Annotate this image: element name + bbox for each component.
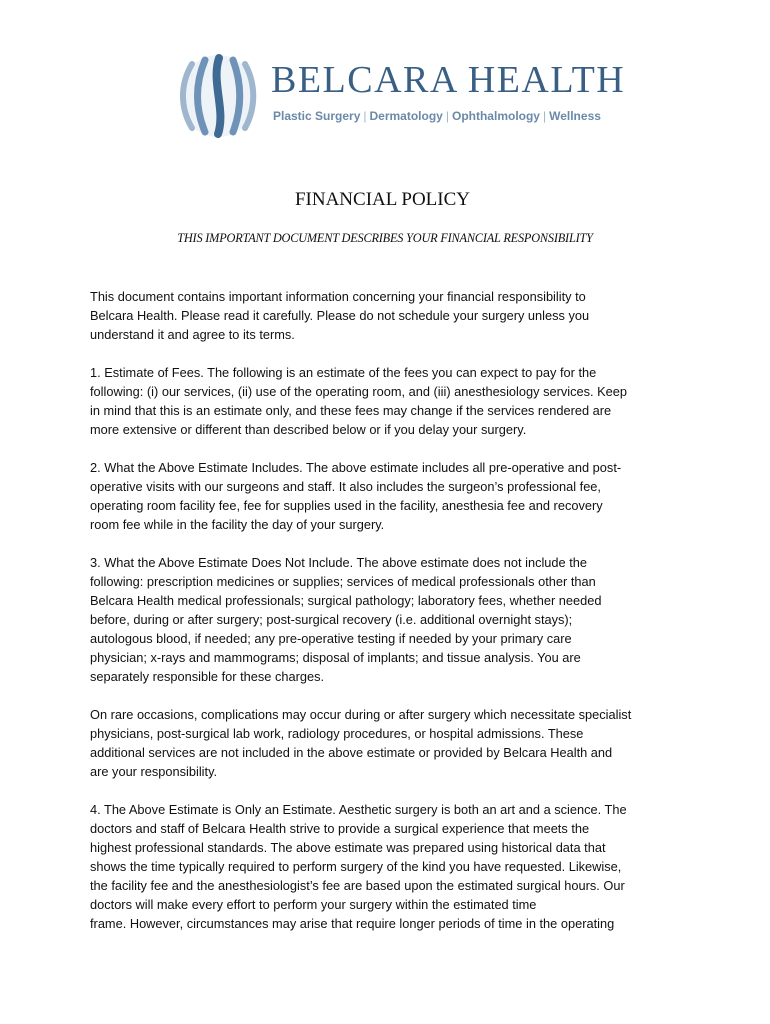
text-line: operating room facility fee, fee for supplies used in the facility, anesthesia fee and recovery <box>90 498 603 513</box>
text-line: physicians, post-surgical lab work, radiology procedures, or hospital admissions. These <box>90 726 584 741</box>
brand-tagline: Plastic Surgery | Dermatology | Ophthalmology | Wellness <box>273 109 601 123</box>
text-line: Belcara Health. Please read it carefully. Please do not schedule your surgery unless you <box>90 308 590 323</box>
text-line: physician; x-rays and mammograms; disposal of implants; and tissue analysis. You are <box>90 650 581 665</box>
text-line: doctors and staff of Belcara Health strive to provide a surgical experience that meets the <box>90 821 590 836</box>
text-line: following: (i) our services, (ii) use of the operating room, and (iii) anesthesiology services. Keep <box>90 384 628 399</box>
text-line: autologous blood, if needed; any pre-operative testing if needed by your primary care <box>90 631 572 646</box>
text-line: doctors will make every effort to perform your surgery within the estimated time <box>90 897 537 912</box>
text-line: more extensive or different than described below or if you delay your surgery. <box>90 422 527 437</box>
estimate-excludes-paragraph <box>90 553 690 686</box>
estimate-only-paragraph <box>90 800 690 933</box>
text-line: This document contains important information concerning your financial responsibility to <box>90 289 586 304</box>
belcara-health-logo <box>178 54 626 138</box>
document-title: FINANCIAL POLICY <box>294 189 471 210</box>
text-line: before, during or after surgery; post-surgical recovery (i.e. additional overnight stays); <box>90 612 573 627</box>
document-body <box>90 287 690 952</box>
text-line: On rare occasions, complications may occur during or after surgery which necessitate specialist <box>90 707 632 722</box>
tagline-item: Plastic Surgery <box>273 109 361 123</box>
text-line: 3. What the Above Estimate Does Not Include. The above estimate does not include the <box>90 555 588 570</box>
text-line: 1. Estimate of Fees. The following is an estimate of the fees you can expect to pay for the <box>90 365 597 380</box>
tagline-item: Dermatology <box>369 109 443 123</box>
text-line: are your responsibility. <box>90 764 218 779</box>
text-line: separately responsible for these charges. <box>90 669 325 684</box>
text-line: in mind that this is an estimate only, and these fees may change if the services rendered are <box>90 403 612 418</box>
text-line: frame. However, circumstances may arise that require longer periods of time in the operating <box>90 916 615 931</box>
estimate-includes-paragraph <box>90 458 690 534</box>
text-line: additional services are not included in the above estimate or provided by Belcara Health and <box>90 745 613 760</box>
complications-paragraph <box>90 705 690 781</box>
estimate-of-fees-paragraph <box>90 363 690 439</box>
text-line: room fee while in the facility the day of your surgery. <box>90 517 385 532</box>
text-line: understand it and agree to its terms. <box>90 327 295 342</box>
text-line: highest professional standards. The above estimate was prepared using historical data that <box>90 840 606 855</box>
document-subtitle: THIS IMPORTANT DOCUMENT DESCRIBES YOUR FINANCIAL RESPONSIBILITY <box>177 231 593 245</box>
text-line: Belcara Health medical professionals; surgical pathology; laboratory fees, whether needed <box>90 593 602 608</box>
belcara-logo-icon <box>178 54 258 138</box>
intro-paragraph <box>90 287 690 344</box>
tagline-item: Ophthalmology <box>451 109 540 123</box>
text-line: shows the time typically required to perform surgery of the kind you have requested. Likewise, <box>90 859 622 874</box>
brand-name: BELCARA HEALTH <box>271 59 626 101</box>
text-line: operative visits with our surgeons and staff. It also includes the surgeon’s professional fee, <box>90 479 601 494</box>
text-line: 2. What the Above Estimate Includes. The above estimate includes all pre-operative and post- <box>90 460 622 475</box>
text-line: 4. The Above Estimate is Only an Estimate. Aesthetic surgery is both an art and a science. The <box>90 802 627 817</box>
text-line: following: prescription medicines or supplies; services of medical professionals other than <box>90 574 596 589</box>
tagline-item: Wellness <box>549 109 601 123</box>
text-line: the facility fee and the anesthesiologist’s fee are based upon the estimated surgical hours. Our <box>90 878 625 893</box>
